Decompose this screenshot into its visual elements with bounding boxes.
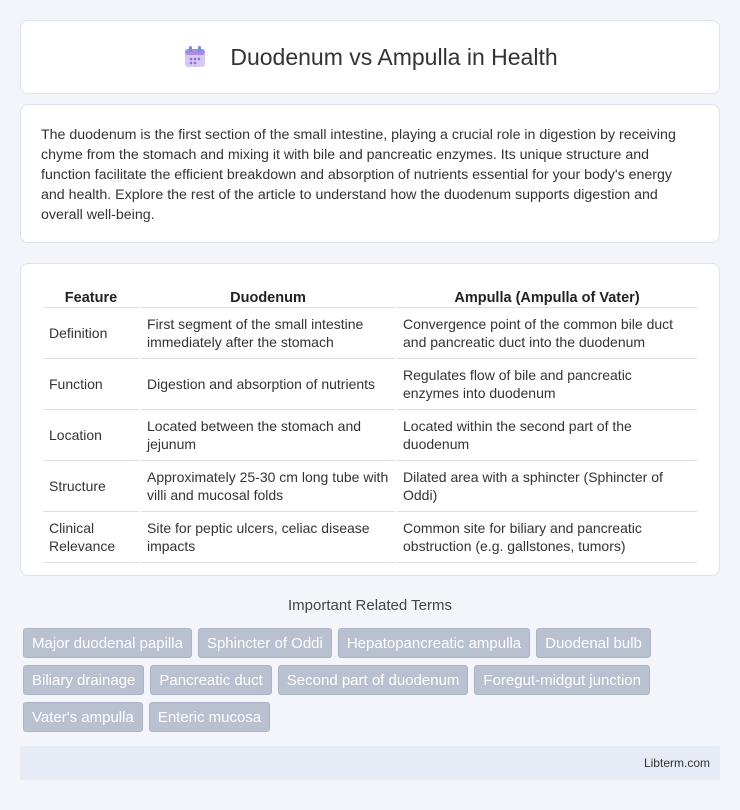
table-row bbox=[43, 461, 697, 512]
table-header-row bbox=[43, 284, 697, 308]
intro-card bbox=[20, 104, 720, 243]
related-term-tag[interactable]: Foregut-midgut junction bbox=[474, 665, 650, 695]
related-term-tag[interactable]: Duodenal bulb bbox=[536, 628, 651, 658]
row-feature: Function bbox=[43, 359, 139, 410]
row-duodenum: First segment of the small intestine immediately after the stomach bbox=[141, 308, 395, 359]
related-term-tag[interactable]: Enteric mucosa bbox=[149, 702, 270, 732]
related-term-tag[interactable]: Vater's ampulla bbox=[23, 702, 143, 732]
table-row bbox=[43, 410, 697, 461]
related-terms-list bbox=[23, 628, 723, 732]
related-term-tag[interactable]: Pancreatic duct bbox=[150, 665, 271, 695]
related-term-tag[interactable]: Major duodenal papilla bbox=[23, 628, 192, 658]
footer-site-link[interactable]: Libterm.com bbox=[643, 756, 710, 770]
related-term-tag[interactable]: Second part of duodenum bbox=[278, 665, 469, 695]
related-terms-title: Important Related Terms bbox=[288, 597, 452, 614]
row-ampulla: Convergence point of the common bile duct and pancreatic duct into the duodenum bbox=[397, 308, 697, 359]
row-feature: Definition bbox=[43, 308, 139, 359]
header-duodenum: Duodenum bbox=[141, 284, 395, 308]
row-ampulla: Common site for biliary and pancreatic obstruction (e.g. gallstones, tumors) bbox=[397, 512, 697, 563]
title-card bbox=[20, 20, 720, 94]
row-duodenum: Approximately 25-30 cm long tube with villi and mucosal folds bbox=[141, 461, 395, 512]
related-term-tag[interactable]: Biliary drainage bbox=[23, 665, 144, 695]
row-ampulla: Located within the second part of the duodenum bbox=[397, 410, 697, 461]
comparison-table-card bbox=[20, 263, 720, 576]
row-ampulla: Regulates flow of bile and pancreatic enzymes into duodenum bbox=[397, 359, 697, 410]
calendar-icon bbox=[182, 44, 208, 70]
related-term-tag[interactable]: Sphincter of Oddi bbox=[198, 628, 332, 658]
row-feature: Clinical Relevance bbox=[43, 512, 139, 563]
row-feature: Location bbox=[43, 410, 139, 461]
table-row bbox=[43, 308, 697, 359]
page-title: Duodenum vs Ampulla in Health bbox=[230, 43, 558, 70]
header-feature: Feature bbox=[43, 284, 139, 308]
row-ampulla: Dilated area with a sphincter (Sphincter of Oddi) bbox=[397, 461, 697, 512]
row-feature: Structure bbox=[43, 461, 139, 512]
table-row bbox=[43, 359, 697, 410]
row-duodenum: Located between the stomach and jejunum bbox=[141, 410, 395, 461]
footer bbox=[20, 746, 720, 780]
row-duodenum: Site for peptic ulcers, celiac disease impacts bbox=[141, 512, 395, 563]
intro-paragraph: The duodenum is the first section of the small intestine, playing a crucial role in digestion by receiving chyme from the stomach and mixing it with bile and pancreatic enzymes. Its unique structure and function facilitate the efficient breakdown and absorption of nutrients essential for your body's energy and health. Explore the rest of the article to understand how the duodenum supports digestion and overall well-being. bbox=[41, 127, 676, 223]
row-duodenum: Digestion and absorption of nutrients bbox=[141, 359, 395, 410]
related-term-tag[interactable]: Hepatopancreatic ampulla bbox=[338, 628, 530, 658]
table-row bbox=[43, 512, 697, 563]
comparison-table bbox=[41, 284, 699, 563]
header-ampulla: Ampulla (Ampulla of Vater) bbox=[397, 284, 697, 308]
